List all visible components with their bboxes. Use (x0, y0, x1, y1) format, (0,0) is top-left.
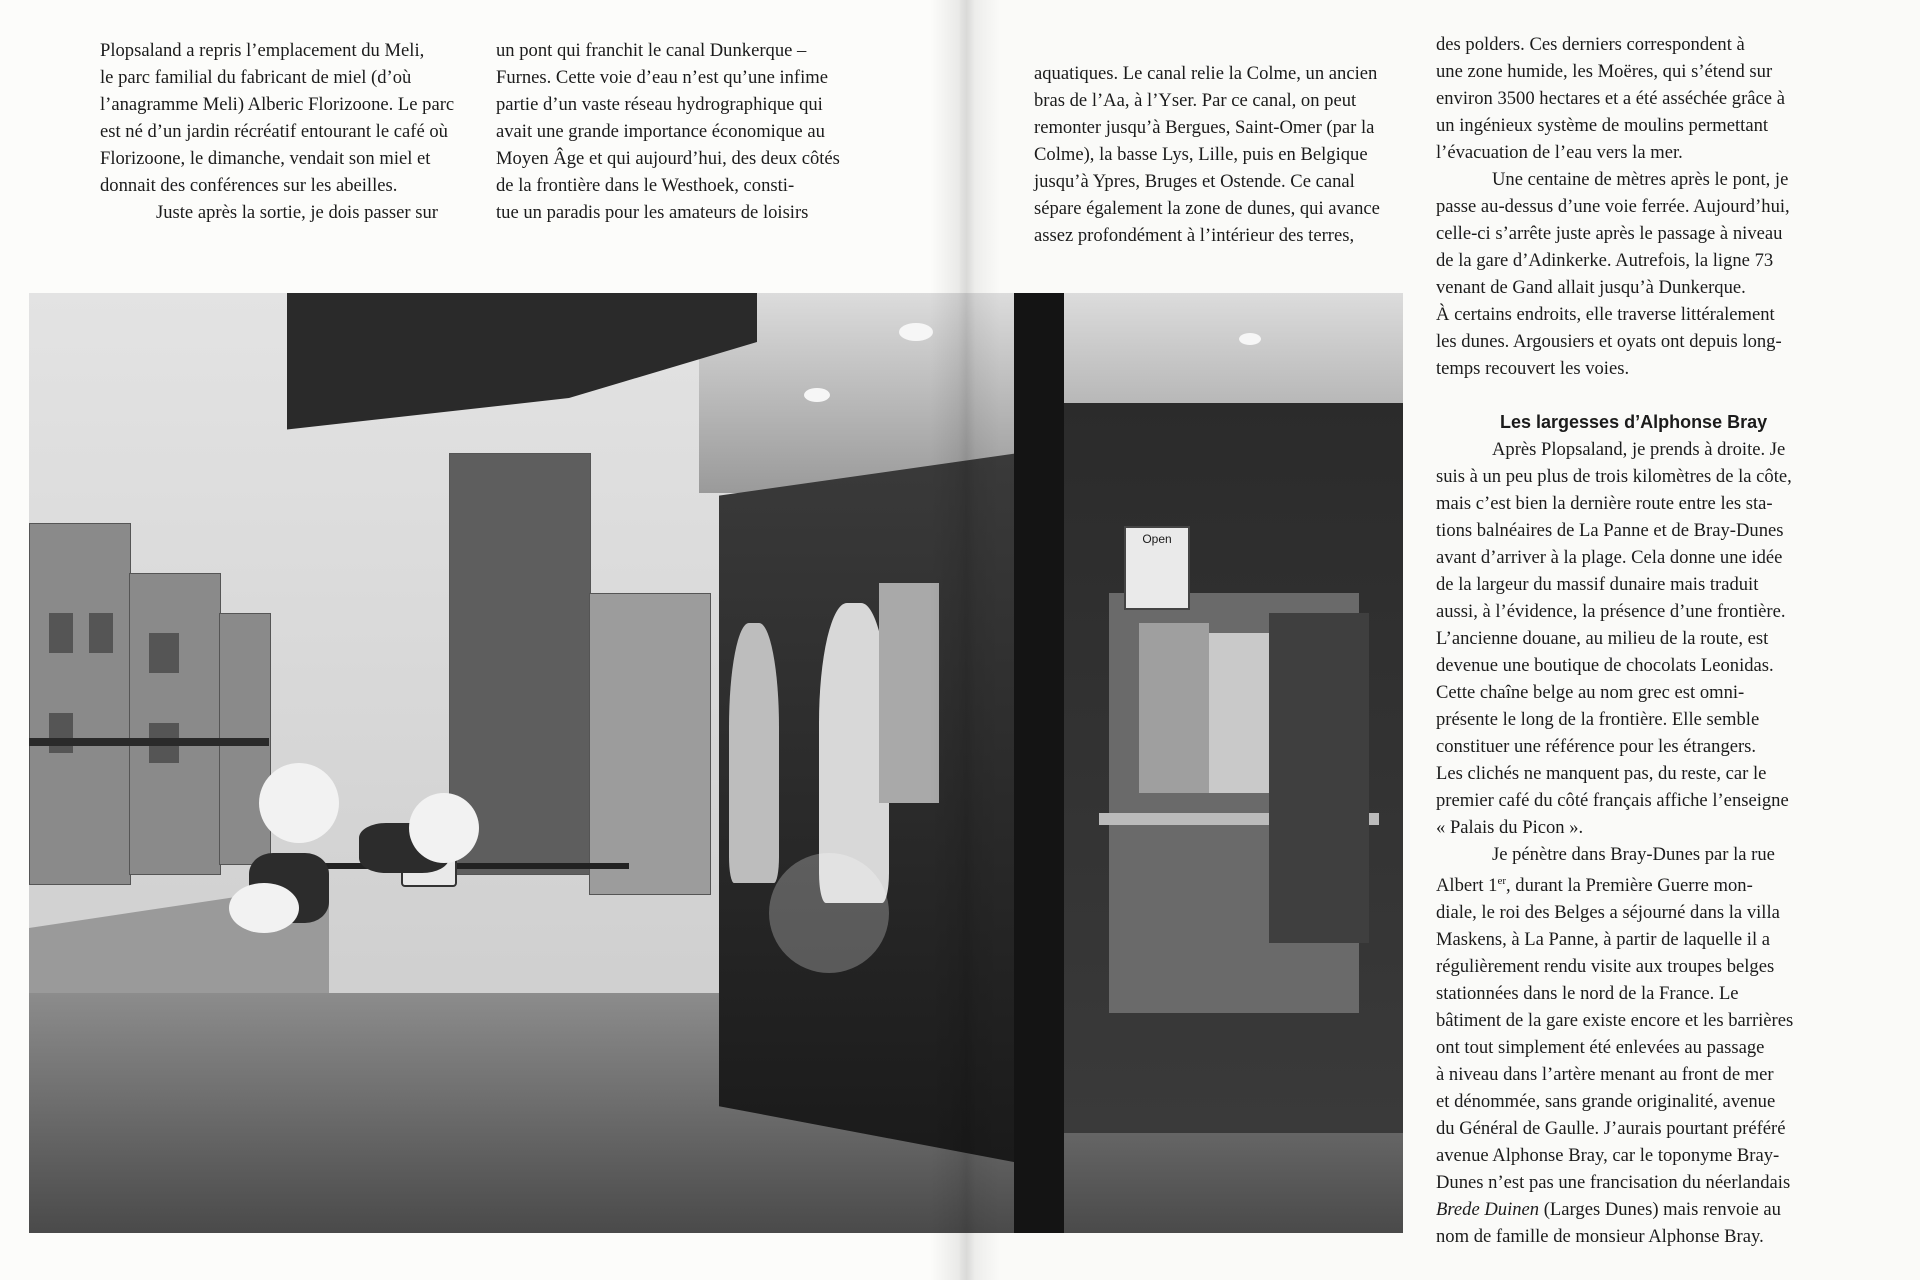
text-line: suis à un peu plus de trois kilomètres de la côte, (1436, 466, 1792, 487)
railing (29, 738, 269, 746)
text-line: avait une grande importance économique au (496, 121, 825, 142)
clothing (879, 583, 939, 803)
building (589, 593, 711, 895)
text-column-4 (1436, 31, 1816, 1250)
section-heading: Les largesses d’Alphonse Bray (1500, 412, 1768, 432)
clothing (1139, 623, 1209, 793)
ceiling-light (804, 388, 830, 402)
text-line: Maskens, à La Panne, à partir de laquelle il a (1436, 929, 1771, 951)
text-fragment: (Larges Dunes) mais renvoie au (1539, 1199, 1781, 1221)
window (89, 613, 113, 653)
white-dog-body (229, 883, 299, 933)
window (49, 713, 73, 753)
text-line: À certains endroits, elle traverse littéralement (1436, 304, 1775, 325)
text-line: Moyen Âge et qui aujourd’hui, des deux côtés (496, 148, 840, 169)
text-fragment: , durant la Première Guerre mon- (1506, 875, 1753, 897)
text-line: L’ancienne douane, au milieu de la route, est (1436, 628, 1769, 649)
text-line: donnait des conférences sur les abeilles. (100, 175, 398, 196)
window (149, 633, 179, 673)
text-line: Une centaine de mètres après le pont, je (1492, 169, 1789, 190)
text-line: l’anagramme Meli) Alberic Florizoone. Le parc (100, 94, 455, 115)
window (49, 613, 73, 653)
text-line (1436, 868, 1816, 899)
text-line: diale, le roi des Belges a séjourné dans la villa (1436, 902, 1780, 924)
text-line: et dénommée, sans grande originalité, avenue (1436, 1091, 1776, 1113)
text-line: assez profondément à l’intérieur des terres, (1034, 225, 1355, 246)
text-line: premier café du côté français affiche l’enseigne (1436, 790, 1789, 811)
text-line: partie d’un vaste réseau hydrographique qui (496, 94, 823, 115)
text-line: aussi, à l’évidence, la présence d’une frontière. (1436, 601, 1786, 622)
text-line: une zone humide, les Moëres, qui s’étend sur (1436, 61, 1773, 82)
text-line: remonter jusqu’à Bergues, Saint-Omer (par la (1034, 117, 1375, 138)
text-line: celle-ci s’arrête juste après le passage à niveau (1436, 223, 1783, 244)
white-dog (409, 793, 479, 863)
building (29, 523, 131, 885)
text-line: bâtiment de la gare existe encore et les barrières (1436, 1010, 1794, 1032)
text-line: « Palais du Picon ». (1436, 817, 1584, 838)
text-column-2 (496, 37, 876, 226)
pillar (1014, 293, 1064, 1233)
text-column-3 (1034, 60, 1414, 249)
text-line: Je pénètre dans Bray-Dunes par la rue (1492, 844, 1775, 865)
text-line (1436, 1196, 1816, 1223)
text-line: venant de Gand allait jusqu’à Dunkerque. (1436, 277, 1746, 298)
text-line: sépare également la zone de dunes, qui avance (1034, 198, 1380, 219)
text-line: régulièrement rendu visite aux troupes belges (1436, 956, 1775, 978)
text-line: jusqu’à Ypres, Bruges et Ostende. Ce canal (1034, 171, 1355, 192)
text-line: temps recouvert les voies. (1436, 358, 1630, 379)
text-line: ont tout simplement été enlevées au passage (1436, 1037, 1765, 1059)
text-line: nom de famille de monsieur Alphonse Bray. (1436, 1226, 1764, 1248)
text-line: Florizoone, le dimanche, vendait son miel et (100, 148, 431, 169)
text-line: mais c’est bien la dernière route entre les sta- (1436, 493, 1773, 514)
sign-text: Open (1142, 532, 1172, 546)
fence (289, 863, 629, 869)
text-line: de la frontière dans le Westhoek, consti- (496, 175, 795, 196)
text-line: avant d’arriver à la plage. Cela donne une idée (1436, 547, 1783, 568)
opening-hours-sign (1124, 526, 1190, 610)
text-line: des polders. Ces derniers correspondent à (1436, 34, 1745, 55)
text-line: à niveau dans l’artère menant au front de mer (1436, 1064, 1774, 1086)
text-line: Dunes n’est pas une francisation du néerlandais (1436, 1172, 1791, 1194)
text-line: est né d’un jardin récréatif entourant le café où (100, 121, 448, 142)
text-line: un ingénieux système de moulins permettant (1436, 115, 1769, 136)
white-dog (259, 763, 339, 843)
text-line: Plopsaland a repris l’emplacement du Meli, (100, 40, 425, 61)
text-line: tue un paradis pour les amateurs de loisirs (496, 202, 809, 223)
reflection (769, 853, 889, 973)
text-line: tions balnéaires de La Panne et de Bray-Dunes (1436, 520, 1784, 541)
storefront-photo (29, 293, 1403, 1233)
text-line: aquatiques. Le canal relie la Colme, un ancien (1034, 63, 1378, 84)
text-line: passe au-dessus d’une voie ferrée. Aujourd’hui, (1436, 196, 1790, 217)
text-line: un pont qui franchit le canal Dunkerque – (496, 40, 807, 61)
text-line: Juste après la sortie, je dois passer sur (156, 202, 438, 223)
text-line: du Général de Gaulle. J’aurais pourtant préféré (1436, 1118, 1786, 1140)
clothing (1269, 613, 1369, 943)
text-line: le parc familial du fabricant de miel (d’où (100, 67, 412, 88)
text-column-1 (100, 37, 460, 226)
text-line: avenue Alphonse Bray, car le toponyme Bray- (1436, 1145, 1780, 1167)
italic-text: Brede Duinen (1436, 1199, 1540, 1221)
text-line: constituer une référence pour les étrangers. (1436, 736, 1757, 757)
clothing (1209, 633, 1269, 793)
text-line: Colme), la basse Lys, Lille, puis en Belgique (1034, 144, 1368, 165)
text-line: stationnées dans le nord de la France. Le (1436, 983, 1739, 1005)
text-line: Cette chaîne belge au nom grec est omni- (1436, 682, 1745, 703)
text-fragment: Albert 1 (1436, 875, 1498, 897)
text-line: l’évacuation de l’eau vers la mer. (1436, 142, 1683, 163)
text-line: présente le long de la frontière. Elle semble (1436, 709, 1760, 730)
superscript: er (1497, 875, 1506, 887)
text-line: bras de l’Aa, à l’Yser. Par ce canal, on peut (1034, 90, 1357, 111)
text-line: de la gare d’Adinkerke. Autrefois, la ligne 73 (1436, 250, 1774, 271)
text-line: de la largeur du massif dunaire mais traduit (1436, 574, 1759, 595)
text-line: Furnes. Cette voie d’eau n’est qu’une infime (496, 67, 829, 88)
text-line: Après Plopsaland, je prends à droite. Je (1492, 439, 1786, 460)
text-line: les dunes. Argousiers et oyats ont depuis long- (1436, 331, 1782, 352)
ceiling-light (1239, 333, 1261, 345)
text-line: Les clichés ne manquent pas, du reste, car le (1436, 763, 1767, 784)
mannequin (729, 623, 779, 883)
ceiling-light (899, 323, 933, 341)
text-line: environ 3500 hectares et a été asséchée grâce à (1436, 88, 1785, 109)
text-line: devenue une boutique de chocolats Leonidas. (1436, 655, 1774, 676)
